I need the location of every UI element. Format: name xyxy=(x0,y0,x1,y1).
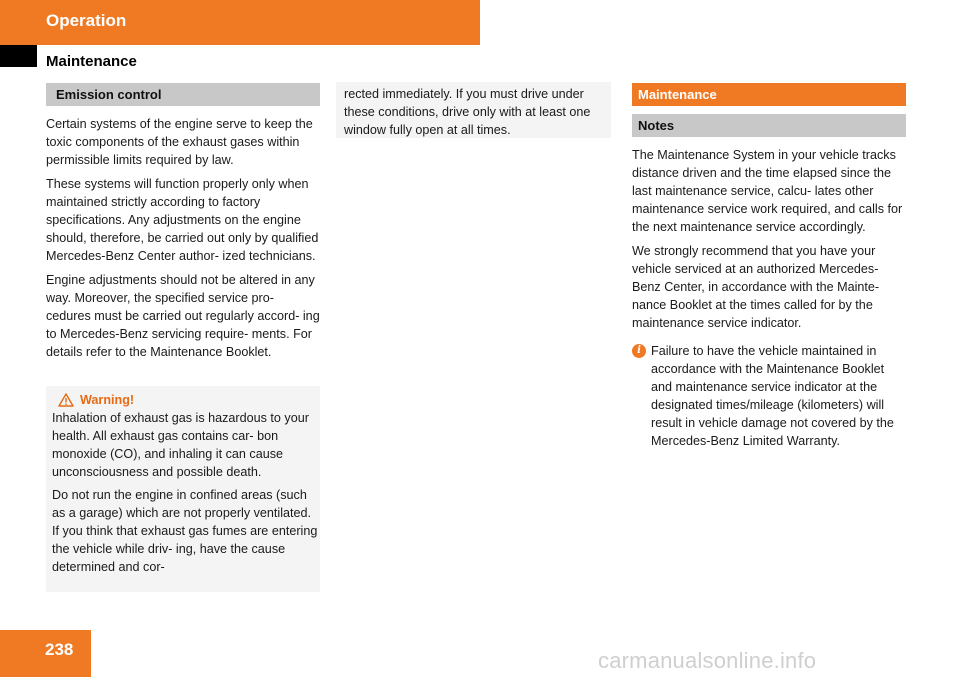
warning-continued-box xyxy=(336,82,611,138)
emission-paragraph-2: These systems will function properly only when maintained strictly according to factory specifications. Any adjustments on the engine should, therefore, be carried out only by qualified Mercedes-Benz Center author- ized technicians. xyxy=(46,177,319,263)
section-marker xyxy=(0,45,37,67)
maintenance-note xyxy=(632,342,906,450)
emission-paragraph-1: Certain systems of the engine serve to keep the toxic components of the exhaust gases within permissible limits required by law. xyxy=(46,117,313,167)
notes-heading: Notes xyxy=(632,114,906,137)
maintenance-paragraph-1: The Maintenance System in your vehicle tracks distance driven and the time elapsed since the last maintenance service, calcu- lates other maintenance service work required, and calls for the next maintenance service accordingly. xyxy=(632,148,903,234)
warning-paragraph-2: Do not run the engine in confined areas (such as a garage) which are not properly ventilated. If you think that exhaust gas fumes are entering the vehicle while driv- ing, have the cause determined and cor- xyxy=(52,488,318,574)
warning-triangle-icon xyxy=(58,393,74,407)
warning-title: Warning! xyxy=(80,393,135,407)
warning-box xyxy=(46,386,320,592)
chapter-title: Operation xyxy=(46,11,127,30)
section-title: Maintenance xyxy=(46,53,137,70)
maintenance-paragraph-2: We strongly recommend that you have your vehicle serviced at an authorized Mercedes- Benz Center, in accordance with the Mainte- nance Booklet at the times called for by the maintenance service indicator. xyxy=(632,244,880,330)
info-icon: i xyxy=(632,344,646,358)
emission-control-heading: Emission control xyxy=(46,83,320,106)
maintenance-heading: Maintenance xyxy=(632,83,906,106)
emission-paragraph-3: Engine adjustments should not be altered in any way. Moreover, the specified service pro- cedures must be carried out regularly accord- ing to Mercedes-Benz servicing require- ments. For details refer to the Maintenance Booklet. xyxy=(46,273,320,359)
warning-continued-text: rected immediately. If you must drive under these conditions, drive only with at least one window fully open at all times. xyxy=(344,87,591,137)
column-emission-control xyxy=(46,83,320,367)
column-maintenance xyxy=(632,83,906,450)
maintenance-note-text: Failure to have the vehicle maintained in accordance with the Maintenance Booklet and maintenance service indicator at the designated times/mileage (kilometers) will result in vehicle damage not covered by the Mercedes-Benz Limited Warranty. xyxy=(651,344,894,448)
warning-paragraph-1: Inhalation of exhaust gas is hazardous to your health. All exhaust gas contains car- bon monoxide (CO), and inhaling it can cause unconsciousness and possible death. xyxy=(52,411,309,479)
warning-title-row xyxy=(58,391,318,409)
watermark: carmanualsonline.info xyxy=(598,648,817,673)
page-number: 238 xyxy=(45,640,74,659)
